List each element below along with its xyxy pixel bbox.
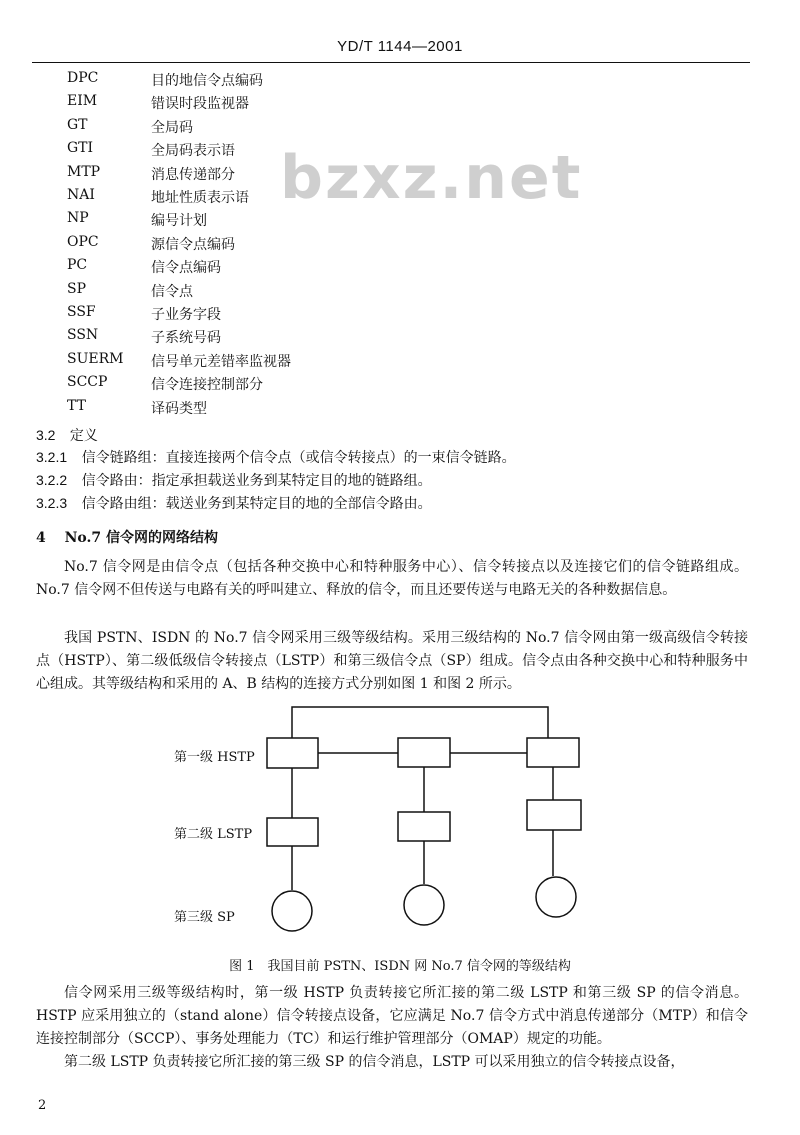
abbreviation-code: GT — [67, 116, 88, 133]
abbreviation-code: SSF — [67, 304, 96, 320]
section-title: No.7 信令网的网络结构 — [64, 530, 219, 546]
sp-circle-1 — [272, 891, 312, 931]
abbreviation-code: DPC — [67, 70, 99, 86]
definition-text: 信令路由：指定承担载送业务到某特定目的地的链路组。 — [81, 473, 432, 489]
abbreviation-code: TT — [67, 397, 86, 414]
hstp-box-1 — [267, 738, 318, 768]
level-2-label: 第二级 LSTP — [174, 827, 253, 842]
sp-circle-2 — [404, 885, 444, 925]
abbreviation-code: SCCP — [67, 374, 108, 391]
abbreviation-definition: 目的地信令点编码 — [151, 73, 263, 89]
standard-number: YD/T 1144—2001 — [337, 38, 463, 55]
abbreviation-definition: 译码类型 — [151, 400, 207, 417]
section-number: 4 — [36, 530, 46, 546]
section-title: 定义 — [69, 428, 98, 444]
section-number: 3.2 — [36, 427, 56, 443]
level-1-label: 第一级 HSTP — [174, 750, 255, 765]
abbreviation-definition: 编号计划 — [151, 213, 207, 230]
abbreviation-definition: 子系统号码 — [151, 330, 221, 347]
abbreviation-definition: 信令点编码 — [151, 260, 221, 277]
top-link — [292, 707, 548, 738]
abbreviation-definition: 地址性质表示语 — [151, 190, 249, 206]
abbreviation-code: OPC — [67, 233, 99, 250]
definition-number: 3.2.3 — [36, 495, 68, 511]
lstp-box-2 — [398, 812, 450, 841]
hstp-box-3 — [527, 738, 579, 767]
paragraph-2: 我国 PSTN、ISDN 的 No.7 信令网采用三级等级结构。采用三级结构的 No.7 信令网由第一级高级信令转接点（HSTP）、第二级低级信令转接点（LSTP）和第三级信令点（SP）组成。信令点由各种交换中心和特种服务中心组成。其等级结构和采用的 A、B 结构的连接方式分别如图 1 和图 2 所示。 — [36, 630, 748, 692]
level-3-label: 第三级 SP — [174, 910, 235, 925]
abbreviation-definition: 源信令点编码 — [151, 236, 235, 253]
definition-text: 信令路由组：载送业务到某特定目的地的全部信令路由。 — [81, 496, 432, 512]
lstp-box-1 — [267, 818, 318, 846]
abbreviation-definition: 消息传递部分 — [151, 166, 235, 183]
abbreviation-definition: 信令点 — [151, 283, 193, 300]
abbreviation-code: SUERM — [67, 350, 124, 367]
definition-number: 3.2.2 — [36, 472, 68, 488]
abbreviation-code: NP — [67, 210, 89, 227]
abbreviation-code: NAI — [67, 187, 95, 203]
abbreviation-definition: 信令连接控制部分 — [151, 377, 263, 394]
paragraph-3: 信令网采用三级等级结构时，第一级 HSTP 负责转接它所汇接的第二级 LSTP 和第三级 SP 的信令消息。HSTP 应采用独立的（stand alone）信令转接点设备，它应满足 No.7 信令方式中消息传递部分（MTP）和信令连接控制部分（SCCP）、事务处理能力（TC）和运行维护管理部分（OMAP）规定的功能。 — [36, 985, 748, 1047]
abbreviation-definition: 全局码 — [151, 119, 193, 136]
abbreviation-code: EIM — [67, 93, 98, 110]
definition-text: 信令链路组：直接连接两个信令点（或信令转接点）的一束信令链路。 — [81, 450, 516, 466]
abbreviation-definition: 全局码表示语 — [151, 143, 235, 160]
abbreviation-definition: 子业务字段 — [151, 307, 221, 323]
paragraph-1: No.7 信令网是由信令点（包括各种交换中心和特种服务中心）、信令转接点以及连接它们的信令链路组成。 No.7 信令网不但传送与电路有关的呼叫建立、释放的信令，而且还要传送与电路无关的各种数据信息。 — [36, 559, 748, 598]
abbreviation-code: SSN — [67, 327, 99, 344]
abbreviation-code: GTI — [67, 140, 94, 157]
watermark: bzxz.net — [280, 143, 583, 213]
lstp-box-3 — [527, 800, 581, 830]
sp-circle-3 — [536, 877, 576, 917]
abbreviation-code: MTP — [67, 163, 101, 180]
abbreviation-code: PC — [67, 257, 88, 274]
abbreviation-code: SP — [67, 280, 87, 297]
abbreviation-definition: 错误时段监视器 — [151, 96, 249, 113]
paragraph-4: 第二级 LSTP 负责转接它所汇接的第三级 SP 的信令消息，LSTP 可以采用独立的信令转接点设备， — [64, 1054, 685, 1070]
hstp-box-2 — [398, 738, 450, 767]
definition-number: 3.2.1 — [36, 449, 68, 465]
abbreviation-definition: 信号单元差错率监视器 — [151, 353, 291, 370]
figure-caption: 图 1 我国目前 PSTN、ISDN 网 No.7 信令网的等级结构 — [229, 959, 571, 974]
page-number: 2 — [38, 1098, 47, 1113]
